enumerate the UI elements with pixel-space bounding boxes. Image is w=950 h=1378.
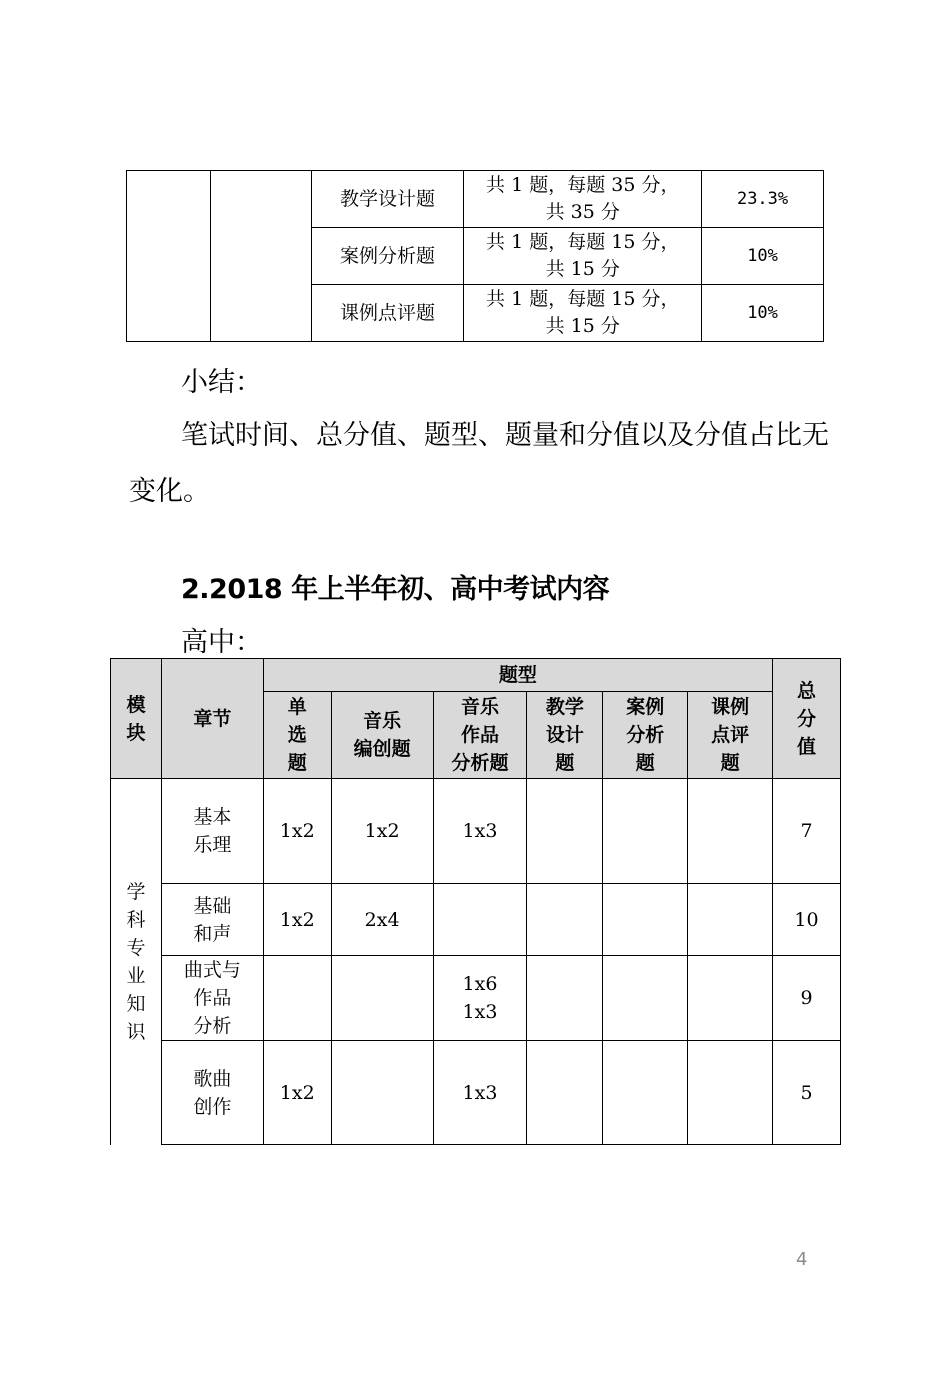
chapter-line: 分析 xyxy=(193,1015,232,1037)
score-cell xyxy=(688,779,773,884)
header-line: 音乐 xyxy=(460,696,499,718)
empty-chapter-cell xyxy=(210,171,311,342)
header-line: 编创题 xyxy=(353,738,411,760)
score-cell xyxy=(603,956,688,1041)
score-cell xyxy=(331,956,433,1041)
header-line: 题 xyxy=(720,752,740,774)
detail-line: 共 35 分 xyxy=(545,201,620,223)
header-type xyxy=(331,692,433,779)
detail-line: 共 1 题，每题 15 分， xyxy=(486,231,680,253)
total-cell: 10 xyxy=(773,884,841,956)
question-type-cell: 课例点评题 xyxy=(311,285,464,342)
chapter-line: 基础 xyxy=(193,894,232,917)
score-cell xyxy=(688,1041,773,1145)
detail-line: 共 1 题，每题 15 分， xyxy=(486,288,680,310)
table-row xyxy=(111,884,841,956)
section-heading: 2.2018 年上半年初、高中考试内容 xyxy=(181,574,610,605)
header-type xyxy=(527,692,603,779)
header-line: 作品 xyxy=(460,724,499,746)
percent-cell: 23.3% xyxy=(702,171,824,228)
header-line: 题 xyxy=(555,752,575,774)
score-cell xyxy=(433,884,527,956)
score-value: 1x2 xyxy=(364,820,400,842)
score-cell xyxy=(603,1041,688,1145)
score-cell xyxy=(331,884,433,956)
score-value: 1x2 xyxy=(279,820,315,842)
question-detail-cell xyxy=(464,285,702,342)
chapter-cell xyxy=(161,884,263,956)
header-question-types: 题型 xyxy=(263,659,772,692)
chapter-cell xyxy=(161,1041,263,1145)
score-cell xyxy=(331,1041,433,1145)
total-cell: 9 xyxy=(773,956,841,1041)
header-type xyxy=(263,692,331,779)
score-cell xyxy=(263,884,331,956)
score-cell xyxy=(527,884,603,956)
high-school-label: 高中： xyxy=(181,627,262,658)
empty-module-cell xyxy=(127,171,211,342)
header-line: 题 xyxy=(635,752,655,774)
score-value: 1x2 xyxy=(279,908,315,931)
header-line: 音乐 xyxy=(363,710,402,732)
chapter-line: 和声 xyxy=(193,922,232,945)
table-row xyxy=(111,1041,841,1145)
header-line: 值 xyxy=(797,735,817,758)
score-cell xyxy=(603,779,688,884)
header-line: 设计 xyxy=(545,724,584,746)
header-module xyxy=(111,659,162,779)
header-line: 分析题 xyxy=(451,752,509,774)
score-value: 1x6 xyxy=(462,973,498,995)
total-cell: 7 xyxy=(773,779,841,884)
header-type xyxy=(603,692,688,779)
header-line: 课例 xyxy=(711,696,750,718)
header-line: 总 xyxy=(797,679,817,702)
header-line: 选 xyxy=(287,724,307,746)
detail-line: 共 1 题，每题 35 分， xyxy=(486,174,680,196)
header-line: 案例 xyxy=(626,696,665,718)
question-type-cell: 案例分析题 xyxy=(311,228,464,285)
score-cell xyxy=(331,779,433,884)
score-value: 1x2 xyxy=(279,1081,315,1104)
summary-body: 笔试时间、总分值、题型、题量和分值以及分值占比无变化。 xyxy=(129,420,829,507)
detail-line: 共 15 分 xyxy=(545,258,620,280)
chapter-line: 创作 xyxy=(193,1095,232,1118)
question-type-cell: 教学设计题 xyxy=(311,171,464,228)
module-char: 业 xyxy=(126,964,146,987)
header-line: 分析 xyxy=(626,724,665,746)
chapter-line: 乐理 xyxy=(193,834,232,856)
chapter-line: 曲式与 xyxy=(183,959,241,981)
header-line: 题 xyxy=(287,752,307,774)
table-row xyxy=(111,779,841,884)
header-line: 单 xyxy=(287,696,307,718)
module-char: 科 xyxy=(126,908,146,931)
chapter-cell xyxy=(161,956,263,1041)
summary-title: 小结： xyxy=(181,367,262,398)
header-row xyxy=(111,659,841,692)
chapter-line: 基本 xyxy=(193,806,232,828)
score-cell xyxy=(263,1041,331,1145)
score-cell xyxy=(263,779,331,884)
module-cell xyxy=(111,779,162,1145)
header-chapter: 章节 xyxy=(161,659,263,779)
header-line: 分 xyxy=(797,707,817,730)
score-cell xyxy=(527,779,603,884)
chapter-cell xyxy=(161,779,263,884)
question-detail-cell xyxy=(464,228,702,285)
score-value: 2x4 xyxy=(364,908,400,931)
score-cell xyxy=(527,1041,603,1145)
score-cell xyxy=(688,884,773,956)
exam-format-table-continued xyxy=(126,170,824,342)
total-cell: 5 xyxy=(773,1041,841,1145)
table-row xyxy=(127,171,824,228)
percent-cell: 10% xyxy=(702,228,824,285)
table-row xyxy=(111,956,841,1041)
header-total xyxy=(773,659,841,779)
score-value: 1x3 xyxy=(462,820,498,842)
header-line: 教学 xyxy=(545,696,584,718)
score-cell xyxy=(433,956,527,1041)
score-cell xyxy=(603,884,688,956)
header-line: 块 xyxy=(126,721,146,744)
page-number: 4 xyxy=(796,1249,808,1270)
chapter-line: 作品 xyxy=(193,987,232,1009)
score-value: 1x3 xyxy=(462,1001,498,1023)
detail-line: 共 15 分 xyxy=(545,315,620,337)
module-char: 学 xyxy=(126,880,146,903)
score-cell xyxy=(433,779,527,884)
header-type xyxy=(433,692,527,779)
percent-cell: 10% xyxy=(702,285,824,342)
header-line: 点评 xyxy=(711,724,750,746)
module-char: 专 xyxy=(126,936,146,959)
module-char: 识 xyxy=(126,1020,146,1043)
question-detail-cell xyxy=(464,171,702,228)
score-cell xyxy=(263,956,331,1041)
score-cell xyxy=(688,956,773,1041)
score-cell xyxy=(527,956,603,1041)
chapter-line: 歌曲 xyxy=(193,1067,232,1090)
score-value: 1x3 xyxy=(462,1081,498,1104)
score-cell xyxy=(433,1041,527,1145)
header-type xyxy=(688,692,773,779)
high-school-content-table xyxy=(110,658,841,1145)
module-char: 知 xyxy=(126,992,146,1015)
header-line: 模 xyxy=(126,693,146,716)
